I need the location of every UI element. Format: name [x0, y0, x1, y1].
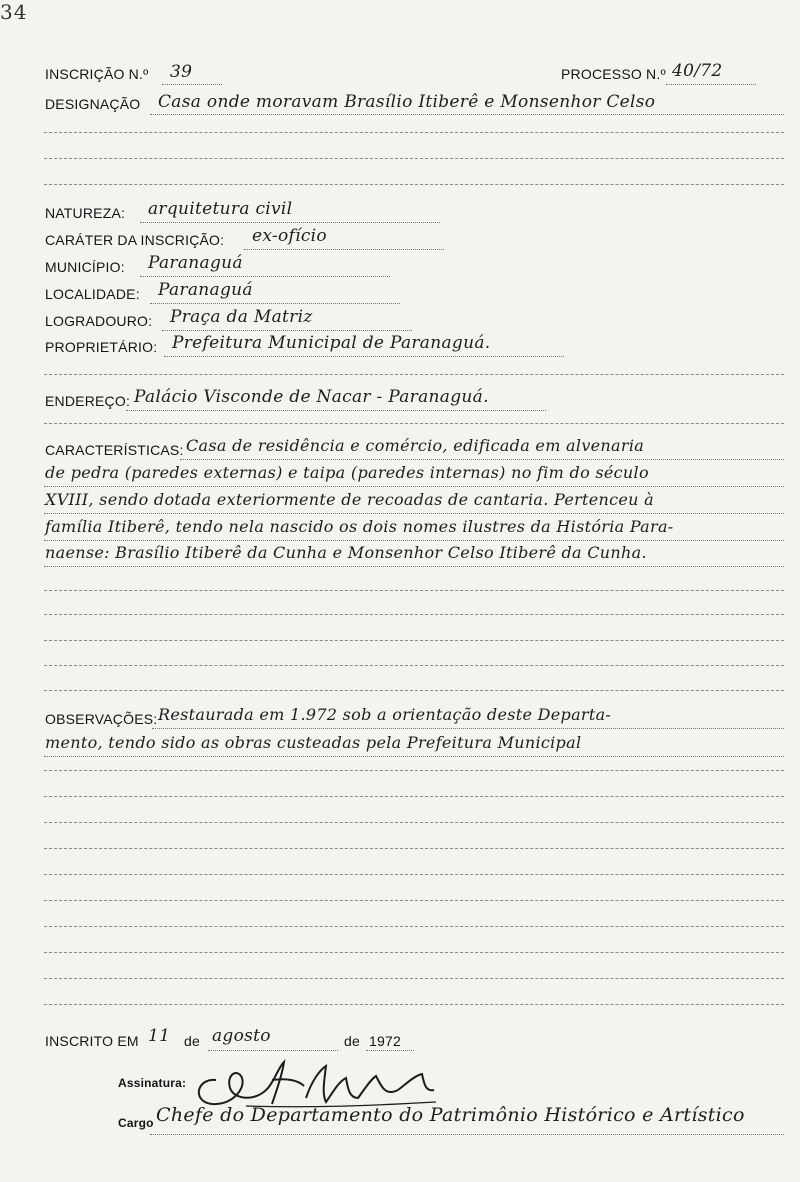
blank-rule [44, 900, 784, 901]
localidade-line [150, 303, 400, 304]
natureza-line [140, 222, 440, 223]
blank-rule [44, 690, 784, 691]
field-underline [44, 540, 784, 541]
endereco-line [126, 410, 546, 411]
processo-label: PROCESSO N.º [561, 66, 666, 82]
endereco-value: Palácio Visconde de Nacar - Paranaguá. [134, 387, 489, 407]
blank-rule [44, 952, 784, 953]
cargo-line [150, 1134, 784, 1135]
designacao-value: Casa onde moravam Brasílio Itiberê e Monsenhor Celso [158, 92, 656, 112]
blank-rule [44, 978, 784, 979]
caracteristicas-line-1: Casa de residência e comércio, edificada em alvenaria [186, 436, 645, 455]
blank-rule [44, 590, 784, 591]
designacao-line [150, 114, 784, 115]
signature [186, 1040, 466, 1110]
proprietario-line [164, 356, 564, 357]
natureza-label: NATUREZA: [45, 205, 126, 221]
field-underline [44, 566, 784, 567]
localidade-value: Paranaguá [158, 280, 253, 300]
blank-rule [44, 423, 784, 424]
cargo-value: Chefe do Departamento do Patrimônio Histórico e Artístico [156, 1104, 745, 1126]
page-number: 34 [0, 0, 28, 24]
carater-line [244, 249, 444, 250]
caracteristicas-line-4: família Itiberê, tendo nela nascido os dois nomes ilustres da História Para- [45, 517, 674, 536]
blank-rule [44, 132, 784, 133]
field-underline [152, 728, 784, 729]
inscricao-label: INSCRIÇÃO N.º [45, 66, 149, 82]
blank-rule [44, 1004, 784, 1005]
carater-value: ex-ofício [252, 226, 327, 246]
localidade-label: LOCALIDADE: [45, 286, 140, 302]
blank-rule [44, 770, 784, 771]
inscrito-label: INSCRITO EM [45, 1033, 139, 1049]
caracteristicas-line-3: XVIII, sendo dotada exteriormente de recoadas de cantaria. Pertenceu à [45, 490, 654, 509]
inscrito-year: 1972 [369, 1033, 401, 1049]
blank-rule [44, 874, 784, 875]
inscrito-de-1: de [184, 1033, 200, 1049]
caracteristicas-label: CARACTERÍSTICAS: [45, 442, 184, 458]
designacao-label: DESIGNAÇÃO [45, 96, 141, 112]
processo-value: 40/72 [672, 61, 723, 81]
field-underline [44, 513, 784, 514]
inscrito-de-2: de [344, 1033, 360, 1049]
caracteristicas-line-5: naense: Brasílio Itiberê da Cunha e Monsenhor Celso Itiberê da Cunha. [45, 543, 647, 562]
proprietario-value: Prefeitura Municipal de Paranaguá. [172, 333, 491, 353]
field-underline [180, 459, 784, 460]
field-underline [44, 486, 784, 487]
inscrito-month: agosto [212, 1026, 271, 1046]
blank-rule [44, 640, 784, 641]
municipio-value: Paranaguá [148, 253, 243, 273]
proprietario-label: PROPRIETÁRIO: [45, 339, 158, 355]
blank-rule [44, 614, 784, 615]
inscricao-line [162, 84, 222, 85]
municipio-label: MUNICÍPIO: [45, 259, 125, 275]
logradouro-line [162, 330, 412, 331]
logradouro-value: Praça da Matriz [170, 307, 313, 327]
blank-rule [44, 848, 784, 849]
caracteristicas-line-2: de pedra (paredes externas) e taipa (paredes internas) no fim do século [45, 463, 649, 482]
processo-line [666, 84, 756, 85]
blank-rule [44, 184, 784, 185]
inscricao-value: 39 [170, 62, 193, 82]
municipio-line [140, 276, 390, 277]
blank-rule [44, 926, 784, 927]
assinatura-label: Assinatura: [118, 1076, 187, 1090]
blank-rule [44, 665, 784, 666]
observacoes-line-1: Restaurada em 1.972 sob a orientação deste Departa- [158, 705, 612, 724]
blank-rule [44, 796, 784, 797]
endereco-label: ENDEREÇO: [45, 393, 131, 409]
observacoes-label: OBSERVAÇÕES: [45, 711, 158, 727]
blank-rule [44, 374, 784, 375]
logradouro-label: LOGRADOURO: [45, 313, 153, 329]
inscrito-day: 11 [148, 1026, 171, 1046]
cargo-label: Cargo [118, 1116, 154, 1130]
natureza-value: arquitetura civil [148, 199, 293, 219]
blank-rule [44, 158, 784, 159]
field-underline [44, 756, 784, 757]
blank-rule [44, 822, 784, 823]
carater-label: CARÁTER DA INSCRIÇÃO: [45, 232, 225, 248]
observacoes-line-2: mento, tendo sido as obras custeadas pela Prefeitura Municipal [45, 733, 582, 752]
